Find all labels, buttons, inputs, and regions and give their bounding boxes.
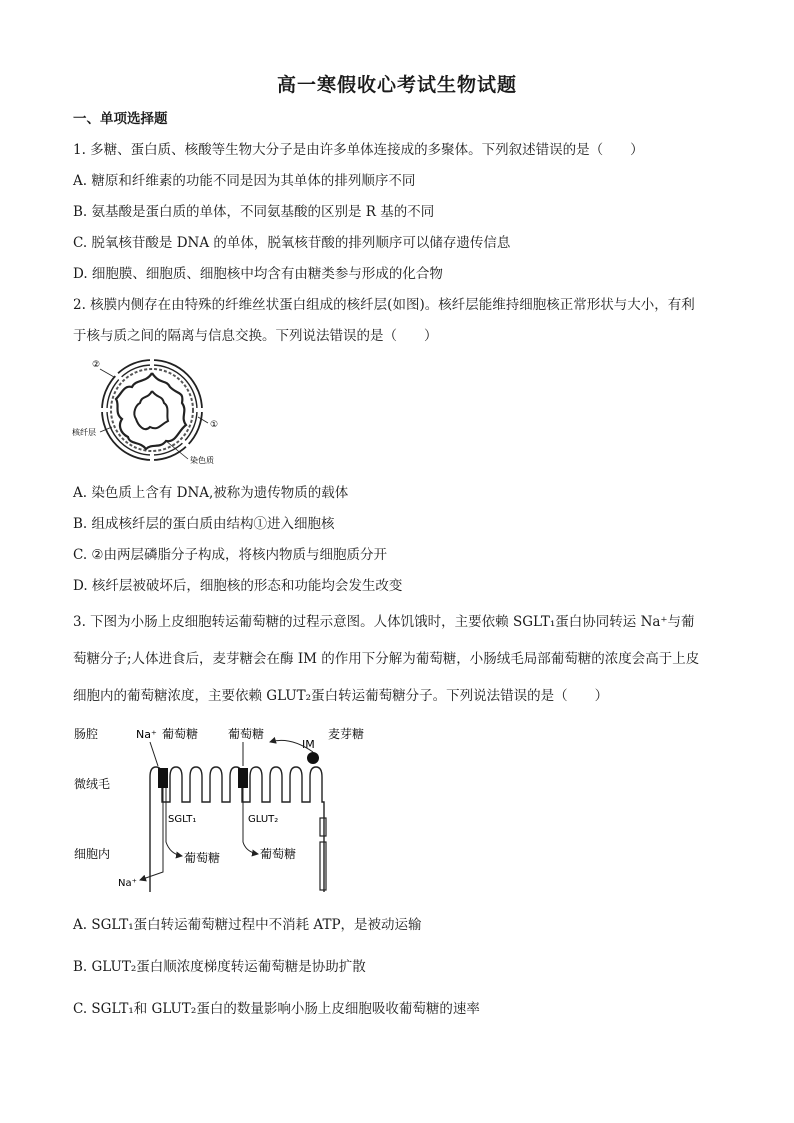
q1-option-c: C. 脱氧核苷酸是 DNA 的单体，脱氧核苷酸的排列顺序可以储存遗传信息 [73,235,511,251]
chromatin-inner [134,391,168,429]
q3-option-b: B. GLUT₂蛋白顺浓度梯度转运葡萄糖是协助扩散 [73,959,366,975]
label-maltose: 麦芽糖 [328,727,365,741]
microvilli-membrane [150,767,324,892]
lamina-layer [111,369,193,451]
label-im: IM [302,738,315,751]
q1-option-a: A. 糖原和纤维素的功能不同是因为其单体的排列顺序不同 [73,173,416,189]
section-heading: 一、单项选择题 [73,111,168,127]
cytoskeleton [320,818,326,836]
label-cell-interior: 细胞内 [74,847,111,861]
q3-option-a: A. SGLT₁蛋白转运葡萄糖过程中不消耗 ATP，是被动运输 [73,917,422,933]
label-lumen: 肠腔 [74,727,99,741]
q2-stem-line1: 2. 核膜内侧存在由特殊的纤维丝状蛋白组成的核纤层(如图)。核纤层能维持细胞核正常形状与大小，有利 [73,297,695,313]
q3-stem-line3: 细胞内的葡萄糖浓度，主要依赖 GLUT₂蛋白转运葡萄糖分子。下列说法错误的是（ ） [73,688,609,704]
q2-option-a: A. 染色质上含有 DNA,被称为遗传物质的载体 [73,485,349,501]
q3-stem-line2: 萄糖分子;人体进食后，麦芽糖会在酶 IM 的作用下分解为葡萄糖，小肠绒毛局部葡萄糖的浓度会高于上皮 [73,651,700,667]
q2-option-d: D. 核纤层被破坏后，细胞核的形态和功能均会发生改变 [73,578,403,594]
label-microvilli: 微绒毛 [74,777,111,791]
q3-option-c: C. SGLT₁和 GLUT₂蛋白的数量影响小肠上皮细胞吸收葡萄糖的速率 [73,1001,480,1017]
label-glucose-bottom-1: 葡萄糖 [184,851,221,865]
label-sglt1: SGLT₁ [168,814,197,825]
label-structure-2: ② [92,360,101,370]
label-structure-1: ① [210,420,219,430]
sglt1-transporter [158,768,168,788]
label-lamina: 核纤层 [72,428,96,437]
label-glucose-top-1: 葡萄糖 [162,727,199,741]
q1-option-d: D. 细胞膜、细胞质、细胞核中均含有由糖类参与形成的化合物 [73,266,443,282]
nuclear-lamina-figure [70,355,240,470]
glut2-transporter [238,768,248,788]
glucose-transport-figure [70,722,390,892]
label-glucose-top-2: 葡萄糖 [228,727,265,741]
q1-option-b: B. 氨基酸是蛋白质的单体，不同氨基酸的区别是 R 基的不同 [73,204,435,220]
exam-title: 高一寒假收心考试生物试题 [276,74,517,96]
label-na-bottom: Na⁺ [118,878,137,889]
q2-option-c: C. ②由两层磷脂分子构成，将核内物质与细胞质分开 [73,547,388,563]
label-chromatin: 染色质 [190,456,214,465]
chromatin [116,373,186,449]
im-enzyme [307,752,319,764]
q1-stem: 1. 多糖、蛋白质、核酸等生物大分子是由许多单体连接成的多聚体。下列叙述错误的是（ ） [73,142,644,158]
q3-stem-line1: 3. 下图为小肠上皮细胞转运葡萄糖的过程示意图。人体饥饿时，主要依赖 SGLT₁蛋白协同转运 Na⁺与葡 [73,614,695,630]
label-glut2: GLUT₂ [248,814,279,825]
label-glucose-bottom-2: 葡萄糖 [260,847,297,861]
label-na-top: Na⁺ [136,728,157,741]
q2-stem-line2: 于核与质之间的隔离与信息交换。下列说法错误的是（ ） [73,328,438,344]
q2-option-b: B. 组成核纤层的蛋白质由结构①进入细胞核 [73,516,335,532]
